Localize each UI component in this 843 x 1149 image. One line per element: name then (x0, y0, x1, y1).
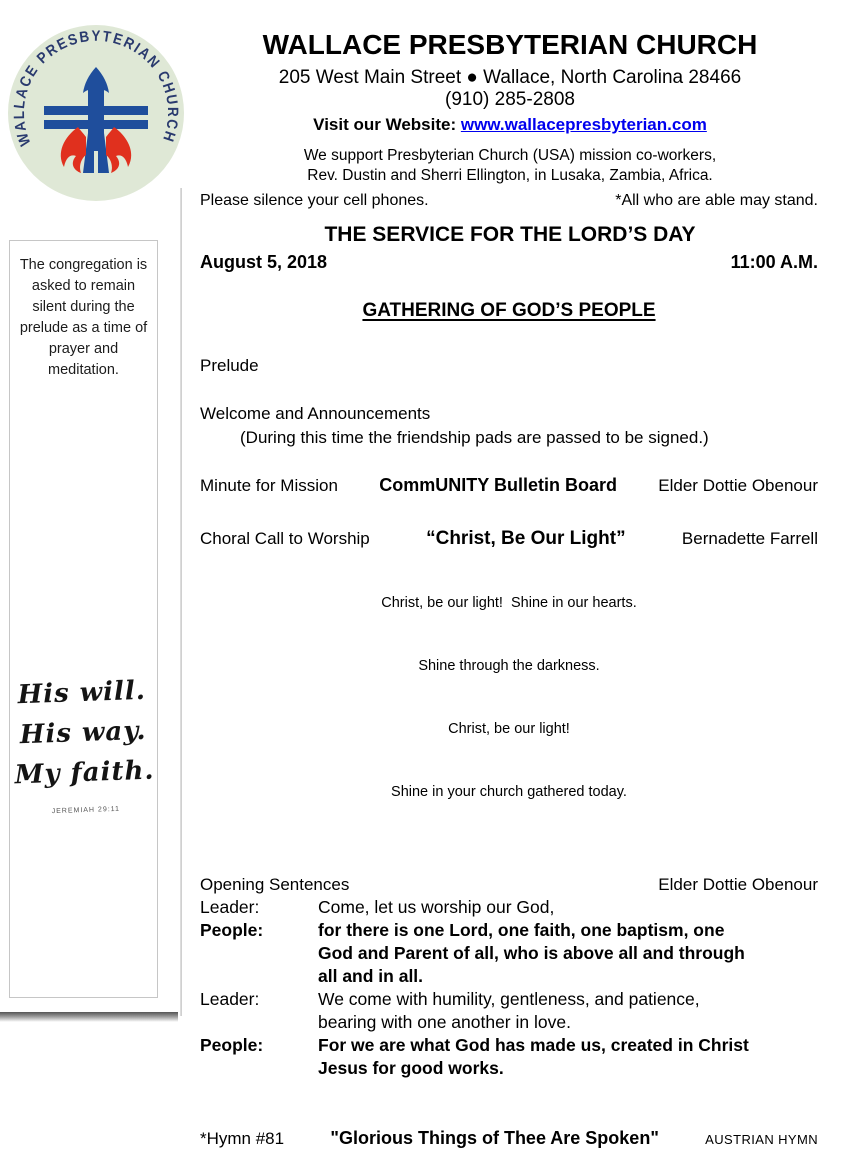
order-of-worship (200, 348, 818, 1149)
speaker-label: People: (200, 1035, 264, 1055)
mission-line-2: Rev. Dustin and Sherri Ellington, in Lusaka, Zambia, Africa. (307, 167, 713, 184)
mission-statement (182, 146, 838, 186)
hymn-label: *Hymn #81 (200, 1129, 285, 1148)
page-bottom-shadow (0, 1012, 178, 1022)
website-label: Visit our Website: (313, 115, 457, 134)
hymn-item (200, 1128, 818, 1149)
choral-call-item (200, 528, 818, 550)
mission-line-1: We support Presbyterian Church (USA) mission co-workers, (303, 147, 717, 164)
response-people-2 (200, 1034, 818, 1080)
silence-note: Please silence your cell phones. (200, 192, 429, 209)
section-heading: GATHERING OF GOD’S PEOPLE (362, 300, 656, 321)
script-quote-line-1: His will. (17, 675, 147, 711)
church-phone: (910) 285-2808 (445, 89, 575, 110)
script-quote (8, 670, 160, 816)
verse-line-3: Christ, be our light! (448, 721, 570, 737)
minute-title: CommUNITY Bulletin Board (379, 475, 617, 495)
minute-label: Minute for Mission (200, 476, 338, 495)
response-text: We come with humility, gentleness, and patience, bearing with one another in love. (318, 989, 700, 1032)
response-text: Come, let us worship our God, (318, 897, 555, 917)
website-line (182, 114, 838, 136)
choral-title: “Christ, Be Our Light” (426, 528, 626, 549)
script-quote-line-2: His way. (19, 715, 147, 751)
response-leader-1 (200, 896, 818, 919)
response-people-1 (200, 919, 818, 988)
church-address: 205 West Main Street ● Wallace, North Carolina 28466 (278, 67, 742, 88)
script-quote-reference: JEREMIAH 29:11 (51, 805, 121, 816)
seal-circular-text: WALLACE PRESBYTERIAN CHURCH (10, 27, 182, 149)
response-text: For we are what God has made us, created in Christ Jesus for good works. (318, 1035, 749, 1078)
choral-label: Choral Call to Worship (200, 529, 370, 548)
response-text: for there is one Lord, one faith, one baptism, one God and Parent of all, who is above all and through all and in all. (318, 920, 745, 986)
date-time-row (200, 252, 818, 273)
service-time: 11:00 A.M. (730, 252, 818, 272)
sidebar-note-box (9, 240, 158, 998)
verse-line-1: Christ, be our light! Shine in our hearts. (381, 595, 637, 611)
opening-sentences-item (200, 875, 818, 895)
hymn-title: "Glorious Things of Thee Are Spoken" (330, 1128, 659, 1148)
etiquette-row (182, 191, 838, 211)
response-leader-2 (200, 988, 818, 1034)
verse-line-4: Shine in your church gathered today. (391, 784, 627, 800)
responsive-reading (200, 896, 818, 1080)
service-date: August 5, 2018 (200, 252, 328, 272)
hymn-tune: AUSTRIAN HYMN (705, 1132, 818, 1147)
opening-label: Opening Sentences (200, 875, 350, 894)
minute-for-mission-item (200, 475, 818, 496)
welcome-note: (During this time the friendship pads are passed to be signed.) (240, 428, 709, 447)
opening-person: Elder Dottie Obenour (658, 875, 818, 894)
welcome-item: Welcome and Announcements (200, 404, 431, 423)
service-title: THE SERVICE FOR THE LORD’S DAY (324, 223, 696, 246)
minute-person: Elder Dottie Obenour (658, 476, 818, 495)
speaker-label: People: (200, 920, 264, 940)
stand-note: *All who are able may stand. (615, 192, 818, 209)
verse-line-2: Shine through the darkness. (418, 658, 600, 674)
speaker-label: Leader: (200, 897, 260, 917)
bulletin-header (182, 30, 838, 247)
church-name: WALLACE PRESBYTERIAN CHURCH (262, 29, 758, 60)
church-seal-logo (6, 22, 186, 204)
choral-person: Bernadette Farrell (681, 529, 818, 548)
prelude-item: Prelude (200, 356, 259, 375)
script-quote-line-3: My faith. (14, 755, 155, 791)
speaker-label: Leader: (200, 989, 260, 1009)
choral-verse (200, 551, 818, 845)
congregation-note: The congregation is asked to remain silent during the prelude as a time of prayer and meditation. (19, 257, 148, 378)
website-link[interactable]: www.wallacepresbyterian.com (460, 115, 707, 134)
page-fold-edge (180, 188, 182, 1016)
